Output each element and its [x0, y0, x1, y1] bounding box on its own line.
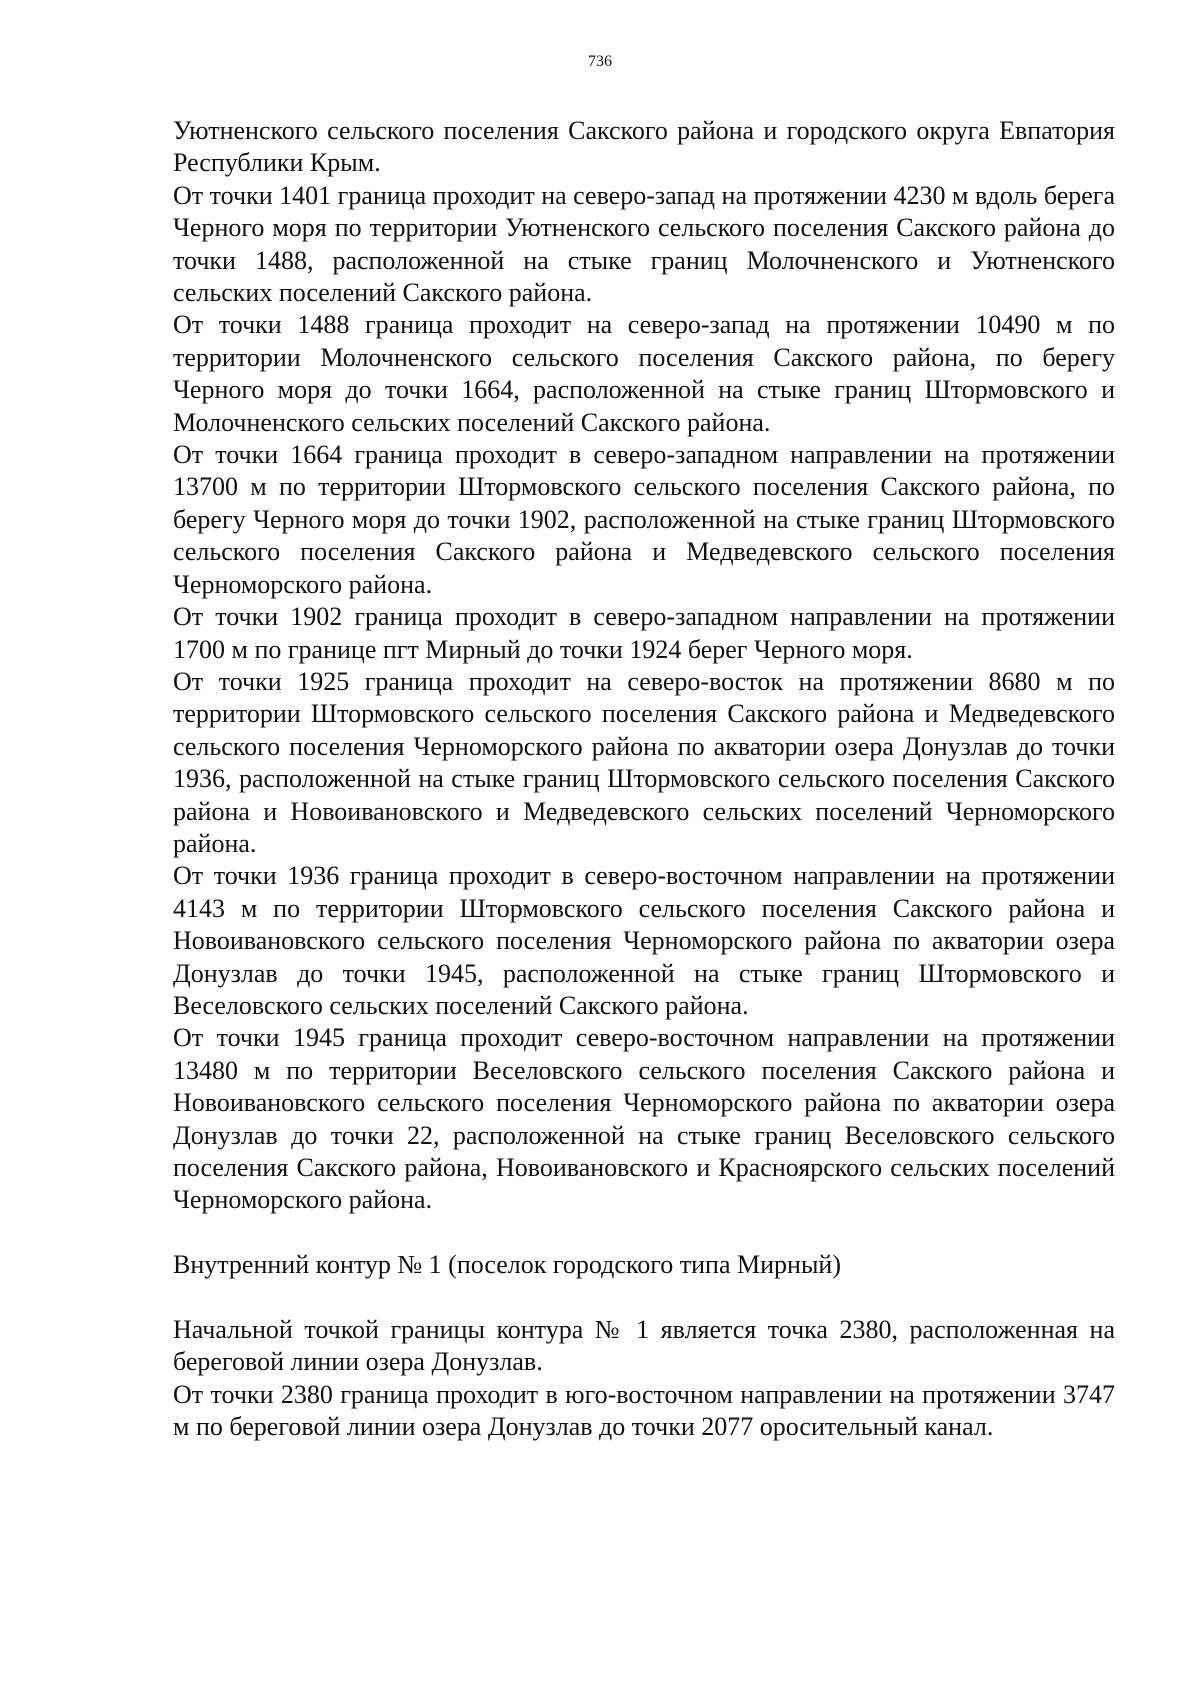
section-heading: Внутренний контур № 1 (поселок городского типа Мирный): [173, 1250, 841, 1280]
page-number: 736: [588, 53, 612, 70]
paragraph: Начальной точкой границы контура № 1 является точка 2380, расположенная на береговой линии озера Донузлав.: [173, 1315, 1115, 1377]
paragraph: От точки 1664 граница проходит в северо-западном направлении на протяжении 13700 м по территории Штормовского сельского поселения Сакского района, по берегу Черного моря до точки 1902, расположенной на стыке границ Штормовского сельского поселения Сакского района и Медведевского сельского поселения Черноморского района.: [173, 440, 1115, 599]
paragraph: От точки 1488 граница проходит на северо-запад на протяжении 10490 м по территории Молочненского сельского поселения Сакского района, по берегу Черного моря до точки 1664, расположенной на стыке границ Штормовского и Молочненского сельских поселений Сакского района.: [173, 310, 1115, 437]
document-body: [173, 115, 1115, 1444]
paragraph: От точки 1925 граница проходит на северо-восток на протяжении 8680 м по территории Штормовского сельского поселения Сакского района и Медведевского сельского поселения Черноморского района по акватории озера Донузлав до точки 1936, расположенной на стыке границ Штормовского сельского поселения Сакского района и Новоивановского и Медведевского сельских поселений Черноморского района.: [173, 666, 1115, 858]
paragraph: Уютненского сельского поселения Сакского района и городского округа Евпатория Республики Крым.: [173, 116, 1115, 178]
paragraph: От точки 1945 граница проходит северо-восточном направлении на протяжении 13480 м по территории Веселовского сельского поселения Сакского района и Новоивановского сельского поселения Черноморского района по акватории озера Донузлав до точки 22, расположенной на стыке границ Веселовского сельского поселения Сакского района, Новоивановского и Красноярского сельских поселений Черноморского района.: [173, 1023, 1115, 1215]
paragraph: От точки 1936 граница проходит в северо-восточном направлении на протяжении 4143 м по территории Штормовского сельского поселения Сакского района и Новоивановского сельского поселения Черноморского района по акватории озера Донузлав до точки 1945, расположенной на стыке границ Штормовского и Веселовского сельских поселений Сакского района.: [173, 861, 1115, 1020]
paragraph: От точки 1902 граница проходит в северо-западном направлении на протяжении 1700 м по границе пгт Мирный до точки 1924 берег Черного моря.: [173, 602, 1115, 664]
paragraph: От точки 2380 граница проходит в юго-восточном направлении на протяжении 3747 м по береговой линии озера Донузлав до точки 2077 оросительный канал.: [173, 1379, 1115, 1442]
paragraph: От точки 1401 граница проходит на северо-запад на протяжении 4230 м вдоль берега Черного моря по территории Уютненского сельского поселения Сакского района до точки 1488, расположенной на стыке границ Молочненского и Уютненского сельских поселений Сакского района.: [173, 180, 1115, 308]
